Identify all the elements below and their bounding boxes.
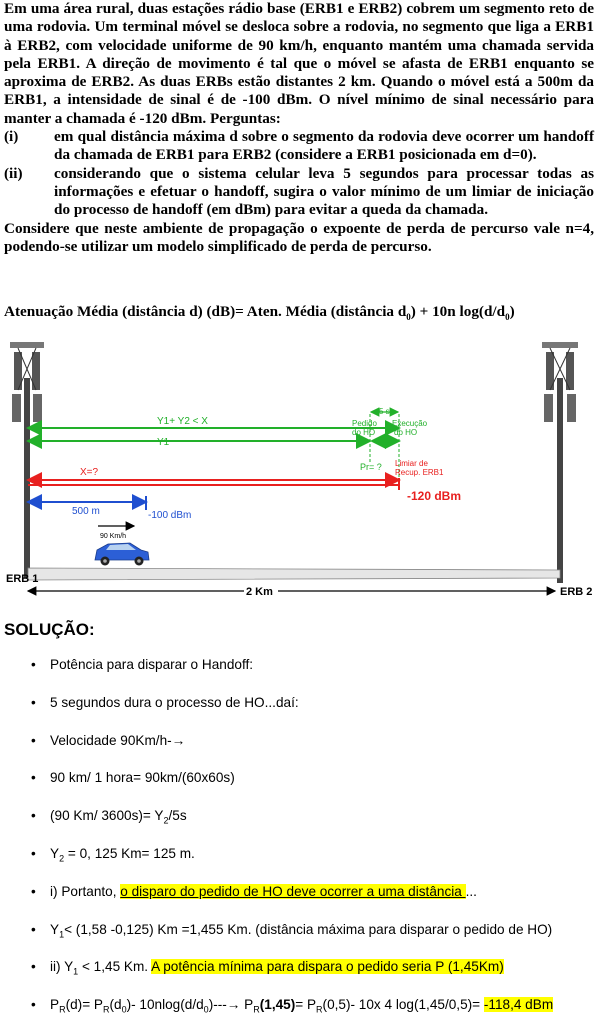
step-text: Potência para disparar o Handoff: bbox=[50, 657, 254, 672]
step-text: (1,45) bbox=[259, 997, 296, 1013]
car-icon bbox=[95, 543, 149, 566]
path-loss-formula bbox=[4, 303, 515, 322]
step-text: Y bbox=[50, 921, 60, 937]
formula-subscript: 0 bbox=[406, 312, 411, 323]
step-text: = 0, 125 Km= 125 m. bbox=[64, 845, 195, 861]
label-pr: Pr= ? bbox=[360, 462, 382, 472]
step-text: )- 10nlog(d/d bbox=[126, 997, 204, 1013]
question-i bbox=[4, 128, 594, 165]
step-text: < (1,58 -0,125) Km =1,455 Km. (distância máxima para disparar o pedido de HO) bbox=[64, 921, 553, 937]
list-item: • $Y_2 = 0$, 125 Km= 125 m. bbox=[31, 845, 195, 864]
list-item: • $P_R(d)= P_R(d_0)-$ $10nlog(d/d_0)---\to P_R(1,45)= P_R(0,5)-$ 10x 4 log(1,45/0,5)= -118,4 dBm bbox=[31, 997, 554, 1015]
erb1-tower-icon bbox=[10, 342, 44, 578]
step-text: /5s bbox=[168, 808, 187, 824]
list-item: • (90 Km/ $3600s)= Y_2/5s$ bbox=[31, 808, 187, 826]
label-2km: 2 Km bbox=[246, 586, 273, 598]
label-minus120: -120 dBm bbox=[407, 489, 462, 503]
label-limiar-2: Recup. ERB1 bbox=[395, 468, 444, 477]
problem-closing: Considere que neste ambiente de propagação o expoente de perda de percurso vale n=4, podendo-se utilizar um modelo simplificado de perda de percurso. bbox=[4, 219, 594, 255]
formula-text: ) + 10n log(d/d bbox=[410, 303, 506, 320]
step-text: )--- bbox=[208, 997, 227, 1013]
label-minus100: -100 dBm bbox=[148, 510, 192, 521]
step-text: P bbox=[50, 997, 60, 1013]
label-y1y2: Y1+ Y2 < X bbox=[157, 416, 208, 427]
step-subscript: 2 bbox=[59, 853, 65, 864]
step-subscript: 1 bbox=[73, 967, 79, 978]
formula-subscript: 0 bbox=[505, 312, 510, 323]
label-pedido: Pedido bbox=[352, 419, 377, 428]
right-arrow-icon: → bbox=[226, 997, 241, 1013]
handoff-diagram bbox=[0, 338, 597, 600]
step-text: (d)= P bbox=[65, 997, 103, 1013]
step-subscript: 1 bbox=[59, 929, 65, 940]
list-item: • 5 segundos dura o processo de HO...daí: bbox=[31, 694, 299, 710]
step-subscript: R bbox=[59, 1004, 66, 1015]
label-erb1: ERB 1 bbox=[6, 573, 39, 585]
label-speed: 90 Km/h bbox=[100, 533, 127, 540]
step-text: P bbox=[240, 997, 254, 1013]
label-y2: Y2 bbox=[380, 437, 392, 447]
step-text: (d bbox=[109, 997, 122, 1013]
formula-text: Atenuação Média (distância d) (dB)= Aten. Média (distância d bbox=[4, 303, 407, 320]
list-item: • Potência para disparar o Handoff: bbox=[31, 657, 254, 672]
highlighted-text: A potência mínima para dispara o pedido seria P (1,45Km) bbox=[151, 959, 504, 975]
solution-steps bbox=[0, 650, 597, 1028]
step-subscript: R bbox=[316, 1004, 323, 1015]
road bbox=[28, 568, 560, 580]
label-limiar-1: Limiar de bbox=[395, 459, 428, 468]
step-subscript: 0 bbox=[203, 1004, 209, 1015]
formula-text: ) bbox=[509, 303, 515, 320]
list-item: • 90 km/ 1 hora= 90km/(60x60s) bbox=[31, 770, 235, 786]
result-value: -118,4 dBm bbox=[483, 997, 554, 1013]
list-item: • Velocidade 90Km/h-→ bbox=[31, 732, 186, 748]
step-text: ... bbox=[465, 883, 477, 899]
step-text: Y bbox=[50, 845, 60, 861]
step-subscript: R bbox=[102, 1004, 110, 1015]
label-500m: 500 m bbox=[72, 506, 100, 517]
step-subscript: 2 bbox=[163, 815, 169, 826]
step-text: (90 Km/ 3600s)= Y bbox=[50, 808, 164, 824]
step-text: = P bbox=[295, 997, 317, 1013]
step-text: (0,5)- 10x 4 log(1,45/0,5)= bbox=[322, 997, 484, 1013]
solution-title: SOLUÇÃO: bbox=[4, 620, 95, 639]
list-item: • ii) $Y_1 < 1,45$ Km. A potência mínima para dispara o pedido seria P (1,45Km) bbox=[31, 959, 504, 978]
erb2-tower-icon bbox=[542, 342, 578, 583]
problem-intro: Em uma área rural, duas estações rádio base (ERB1 e ERB2) cobrem um segmento reto de uma rodovia. Um terminal móvel se desloca sobre a rodovia, no segmento que liga a ERB1 à ERB2, com velocidade uniforme de 90 km/h, enquanto mantém uma chamada servida pela ERB1. A direção de movimento é tal que o móvel se afasta de ERB1 enquanto se aproxima de ERB2. As duas ERBs estão distantes 2 km. Quando o móvel está a 500m da ERB1, a intensidade de sinal é de -100 dBm. O nível mínimo de sinal necessário para manter a chamada é -120 dBm. Perguntas: bbox=[4, 0, 594, 127]
list-item: • $Y_1< (1,58$ -0,125) Km =1,455 Km. (distância máxima para disparar o pedido de HO) bbox=[31, 921, 553, 940]
question-number: (ii) bbox=[4, 164, 23, 182]
label-x: X=? bbox=[80, 467, 99, 478]
highlighted-text: o disparo do pedido de HO deve ocorrer a uma distância bbox=[120, 883, 466, 899]
question-text: em qual distância máxima d sobre o segmento da rodovia deve ocorrer um handoff da chamada de ERB1 para ERB2 (considere a ERB1 posicionada em d=0). bbox=[54, 128, 594, 164]
step-subscript: R bbox=[253, 1004, 260, 1015]
step-text: < 1,45 Km. bbox=[78, 959, 152, 975]
step-subscript: 0 bbox=[121, 1004, 127, 1015]
step-text: 5 segundos dura o processo de HO...daí: bbox=[50, 694, 299, 710]
label-execucao: Execução bbox=[392, 419, 428, 428]
question-text: considerando que o sistema celular leva 5 segundos para processar todas as informações e efetuar o handoff, sugira o valor mínimo de um limiar de iniciação do processo de handoff (em dBm) para evitar a queda da chamada. bbox=[54, 164, 594, 219]
label-5s: 5 s bbox=[379, 407, 390, 416]
label-do-ho: do HO bbox=[352, 428, 376, 437]
step-text: 90 km/ 1 hora= 90km/(60x60s) bbox=[50, 770, 235, 786]
question-number: (i) bbox=[4, 128, 19, 146]
step-text: Velocidade 90Km/h- bbox=[50, 732, 172, 748]
label-y1: Y1 bbox=[157, 437, 170, 448]
question-ii bbox=[4, 165, 594, 220]
problem-statement bbox=[4, 0, 594, 256]
step-text: ii) Y bbox=[50, 959, 74, 975]
list-item: • i) Portanto, o disparo do pedido de HO deve ocorrer a uma distância ... bbox=[31, 883, 477, 899]
label-erb2: ERB 2 bbox=[560, 586, 593, 598]
step-text: i) Portanto, bbox=[50, 883, 121, 899]
label-do-ho2: do HO bbox=[394, 428, 418, 437]
right-arrow-icon: → bbox=[171, 732, 186, 748]
